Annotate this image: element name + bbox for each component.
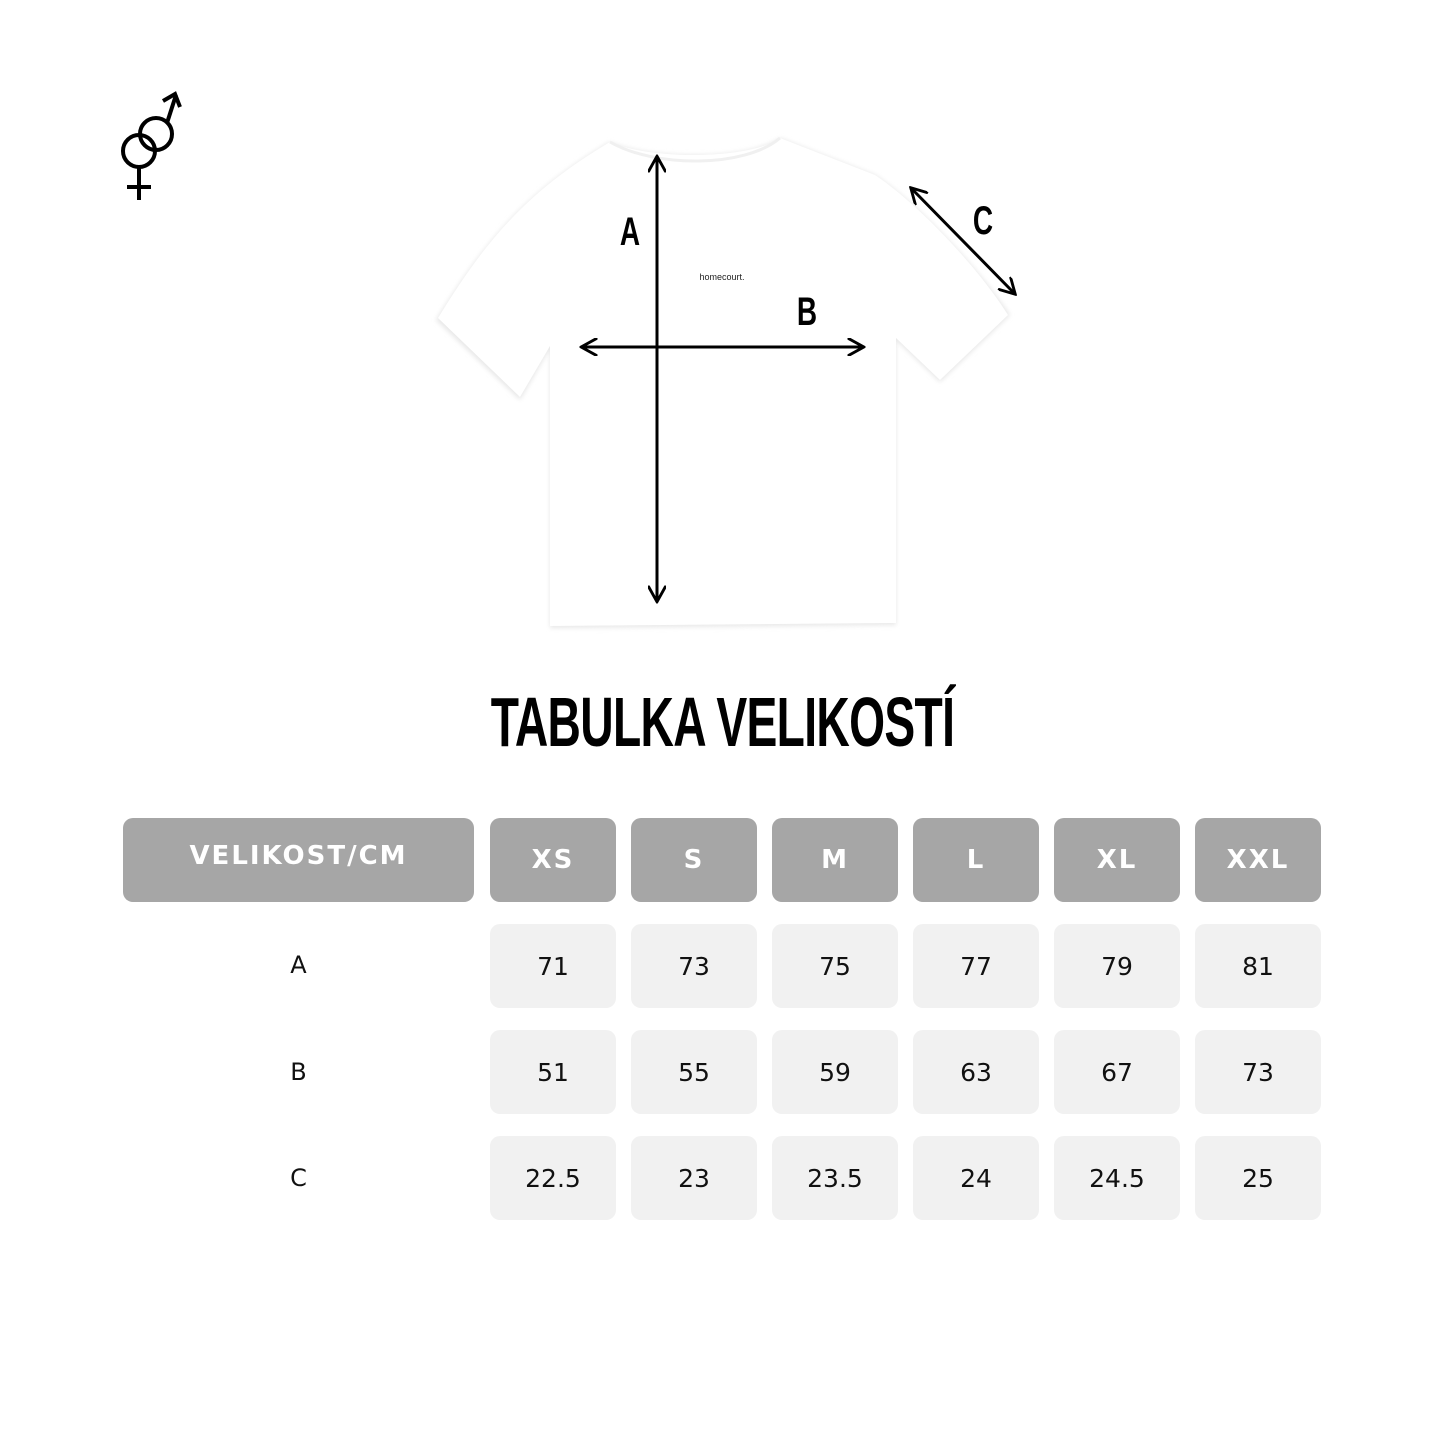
size-header-xxl: XXL: [1195, 818, 1321, 902]
table-cell: 59: [772, 1030, 898, 1114]
size-header-xl: XL: [1054, 818, 1180, 902]
table-cell: 24.5: [1054, 1136, 1180, 1220]
table-cell: 73: [1195, 1030, 1321, 1114]
table-cell: 77: [913, 924, 1039, 1008]
table-header-label: VELIKOST/CM: [123, 818, 474, 902]
page-title: TABULKA VELIKOSTÍ: [490, 683, 955, 761]
table-cell: 79: [1054, 924, 1180, 1008]
size-header-xs: XS: [490, 818, 616, 902]
table-cell: 25: [1195, 1136, 1321, 1220]
row-label-c: C: [290, 1164, 307, 1192]
table-cell: 23: [631, 1136, 757, 1220]
male-female-symbol-icon: [112, 86, 188, 204]
label-a: A: [619, 210, 641, 255]
table-cell: 63: [913, 1030, 1039, 1114]
size-header-l: L: [913, 818, 1039, 902]
table-cell: 73: [631, 924, 757, 1008]
table-cell: 71: [490, 924, 616, 1008]
size-header-m: M: [772, 818, 898, 902]
row-label-b: B: [290, 1058, 307, 1086]
table-cell: 55: [631, 1030, 757, 1114]
table-cell: 67: [1054, 1030, 1180, 1114]
table-cell: 22.5: [490, 1136, 616, 1220]
tshirt-diagram: [420, 120, 1040, 650]
label-c: C: [972, 199, 994, 244]
size-header-s: S: [631, 818, 757, 902]
brand-text: homecourt.: [699, 272, 745, 282]
table-cell: 23.5: [772, 1136, 898, 1220]
table-cell: 51: [490, 1030, 616, 1114]
table-cell: 75: [772, 924, 898, 1008]
label-b: B: [796, 290, 818, 335]
table-cell: 81: [1195, 924, 1321, 1008]
row-label-a: A: [290, 951, 307, 979]
table-cell: 24: [913, 1136, 1039, 1220]
